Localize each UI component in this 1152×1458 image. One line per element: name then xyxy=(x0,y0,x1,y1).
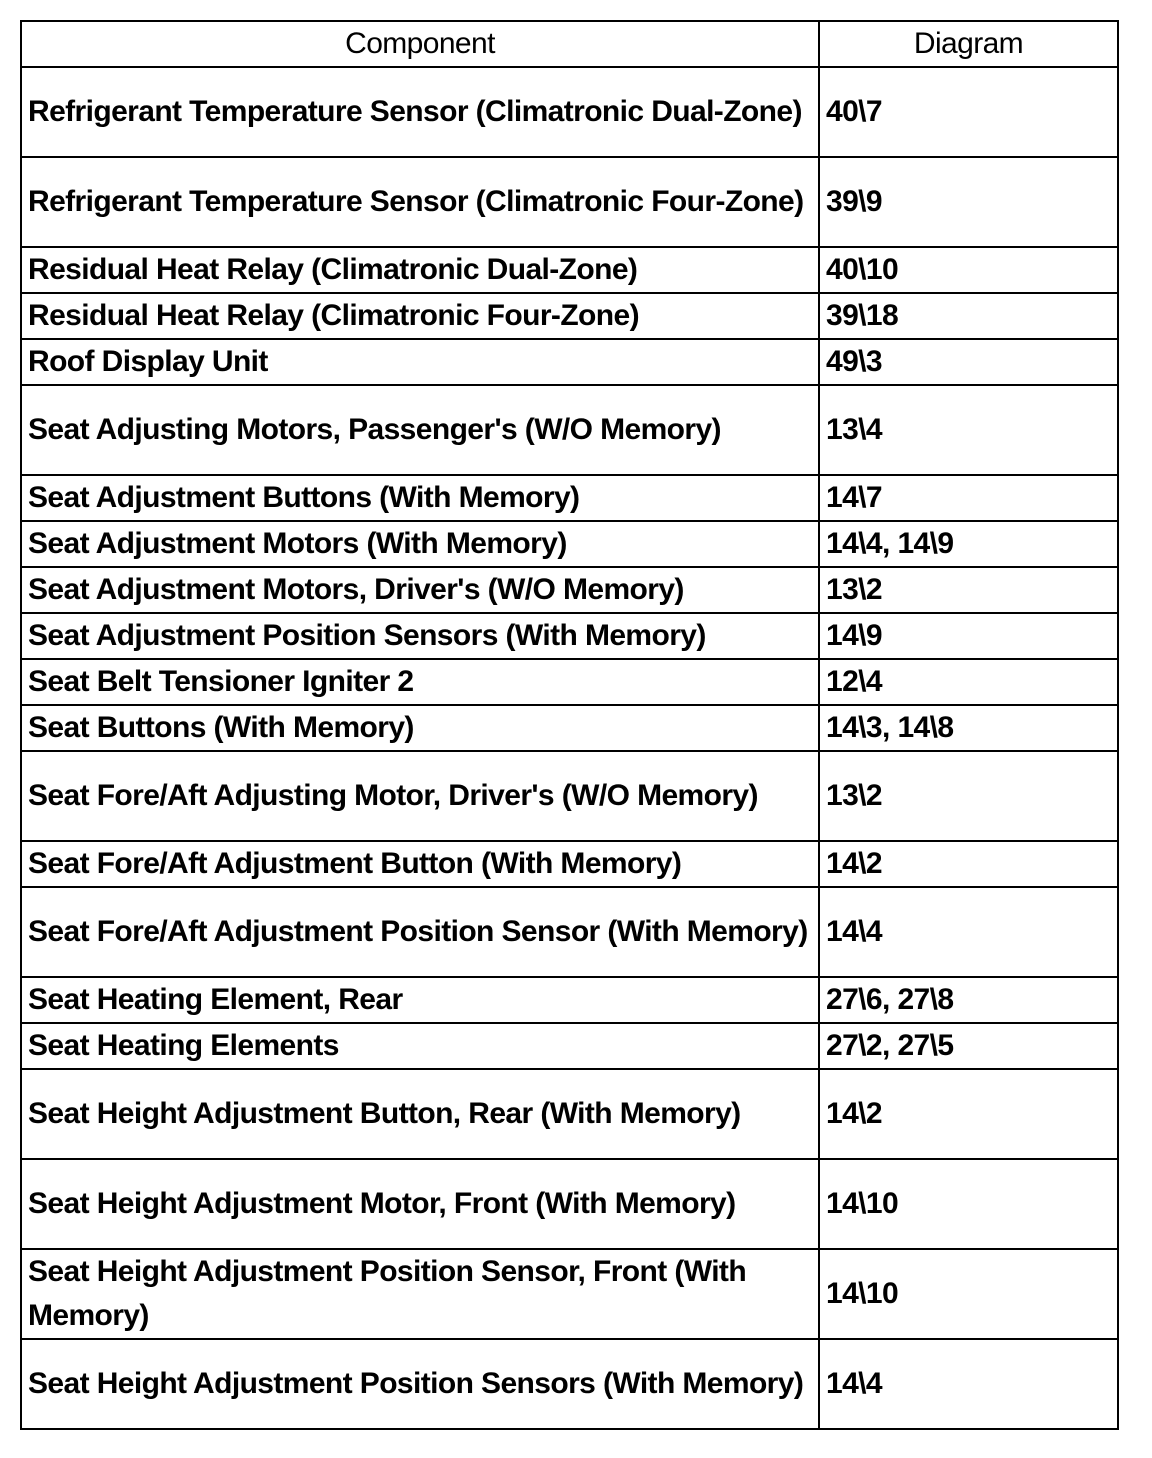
table-row xyxy=(21,751,1118,841)
diagram-cell: 14\4 xyxy=(819,1339,1118,1429)
diagram-cell: 14\2 xyxy=(819,841,1118,887)
component-cell: Seat Adjustment Motors, Driver's (W/O Memory) xyxy=(21,567,819,613)
diagram-column-header: Diagram xyxy=(819,21,1118,67)
component-cell: Seat Heating Element, Rear xyxy=(21,977,819,1023)
diagram-cell: 13\2 xyxy=(819,751,1118,841)
component-cell: Residual Heat Relay (Climatronic Four-Zone) xyxy=(21,293,819,339)
diagram-cell: 14\2 xyxy=(819,1069,1118,1159)
diagram-cell: 14\4 xyxy=(819,887,1118,977)
component-cell: Seat Height Adjustment Position Sensor, Front (With Memory) xyxy=(21,1249,819,1339)
component-cell: Seat Fore/Aft Adjustment Position Sensor (With Memory) xyxy=(21,887,819,977)
component-cell: Refrigerant Temperature Sensor (Climatronic Dual-Zone) xyxy=(21,67,819,157)
diagram-cell: 13\4 xyxy=(819,385,1118,475)
table-row xyxy=(21,475,1118,521)
table-row xyxy=(21,1069,1118,1159)
diagram-cell: 40\7 xyxy=(819,67,1118,157)
diagram-cell: 27\2, 27\5 xyxy=(819,1023,1118,1069)
table-row xyxy=(21,567,1118,613)
component-cell: Seat Fore/Aft Adjustment Button (With Memory) xyxy=(21,841,819,887)
diagram-cell: 14\10 xyxy=(819,1159,1118,1249)
component-cell: Seat Height Adjustment Position Sensors (With Memory) xyxy=(21,1339,819,1429)
component-cell: Roof Display Unit xyxy=(21,339,819,385)
component-cell: Refrigerant Temperature Sensor (Climatronic Four-Zone) xyxy=(21,157,819,247)
table-row xyxy=(21,67,1118,157)
table-row xyxy=(21,1023,1118,1069)
diagram-cell: 27\6, 27\8 xyxy=(819,977,1118,1023)
component-column-header: Component xyxy=(21,21,819,67)
diagram-cell: 49\3 xyxy=(819,339,1118,385)
table-row xyxy=(21,1159,1118,1249)
component-cell: Seat Adjustment Motors (With Memory) xyxy=(21,521,819,567)
header-row xyxy=(21,21,1118,67)
table-row xyxy=(21,1339,1118,1429)
diagram-cell: 14\9 xyxy=(819,613,1118,659)
diagram-cell: 39\18 xyxy=(819,293,1118,339)
component-cell: Seat Heating Elements xyxy=(21,1023,819,1069)
diagram-cell: 12\4 xyxy=(819,659,1118,705)
component-cell: Seat Height Adjustment Button, Rear (With Memory) xyxy=(21,1069,819,1159)
table-row xyxy=(21,247,1118,293)
diagram-cell: 39\9 xyxy=(819,157,1118,247)
diagram-cell: 14\3, 14\8 xyxy=(819,705,1118,751)
table-row xyxy=(21,977,1118,1023)
table-row xyxy=(21,841,1118,887)
diagram-cell: 13\2 xyxy=(819,567,1118,613)
table-body xyxy=(21,67,1118,1429)
table-row xyxy=(21,293,1118,339)
diagram-cell: 14\7 xyxy=(819,475,1118,521)
table-row xyxy=(21,705,1118,751)
table-row xyxy=(21,339,1118,385)
component-cell: Seat Adjustment Buttons (With Memory) xyxy=(21,475,819,521)
table-row xyxy=(21,613,1118,659)
component-cell: Seat Height Adjustment Motor, Front (With Memory) xyxy=(21,1159,819,1249)
component-cell: Seat Belt Tensioner Igniter 2 xyxy=(21,659,819,705)
table-row xyxy=(21,1249,1118,1339)
table-row xyxy=(21,157,1118,247)
component-cell: Seat Buttons (With Memory) xyxy=(21,705,819,751)
component-cell: Seat Adjusting Motors, Passenger's (W/O Memory) xyxy=(21,385,819,475)
diagram-cell: 14\10 xyxy=(819,1249,1118,1339)
table-row xyxy=(21,385,1118,475)
table-row xyxy=(21,521,1118,567)
diagram-cell: 14\4, 14\9 xyxy=(819,521,1118,567)
component-cell: Residual Heat Relay (Climatronic Dual-Zone) xyxy=(21,247,819,293)
component-cell: Seat Fore/Aft Adjusting Motor, Driver's (W/O Memory) xyxy=(21,751,819,841)
component-cell: Seat Adjustment Position Sensors (With Memory) xyxy=(21,613,819,659)
table-row xyxy=(21,659,1118,705)
component-diagram-table xyxy=(20,20,1119,1430)
table-row xyxy=(21,887,1118,977)
diagram-cell: 40\10 xyxy=(819,247,1118,293)
